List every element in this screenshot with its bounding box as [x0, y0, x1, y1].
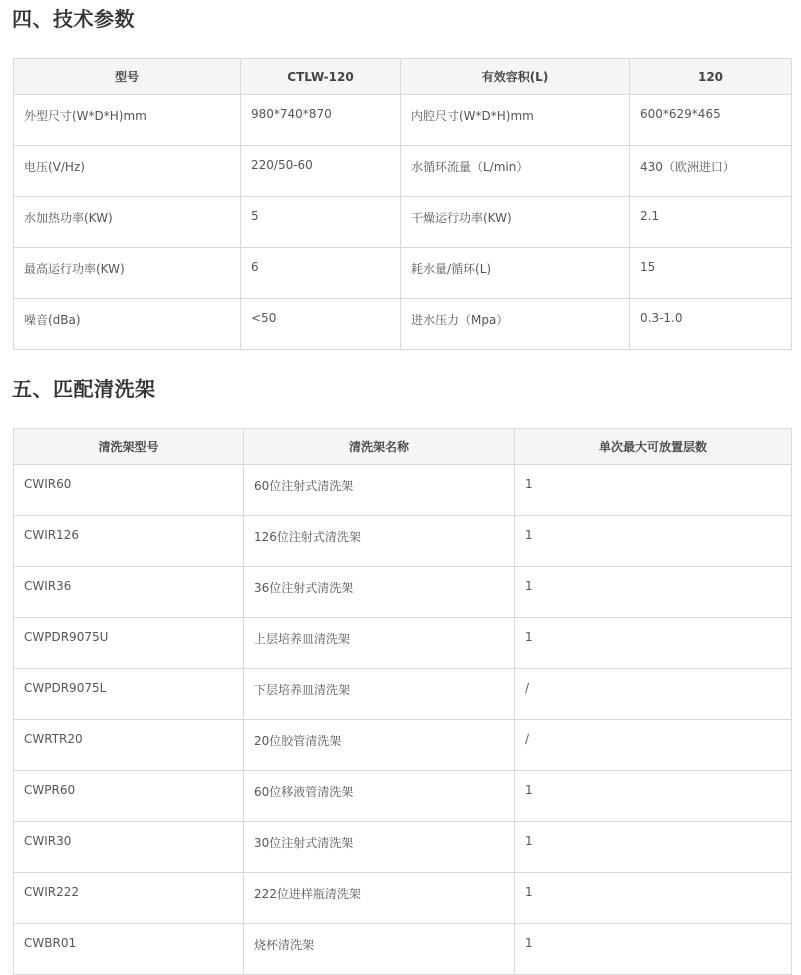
- spec-table-row: [14, 95, 792, 146]
- rack-table-row: [14, 924, 792, 975]
- table-cell: 水加热功率(KW): [14, 197, 241, 248]
- rack-table-row: [14, 618, 792, 669]
- table-cell: /: [515, 720, 792, 771]
- rack-header-cell: 清洗架型号: [14, 429, 244, 465]
- rack-header-cell: 清洗架名称: [244, 429, 515, 465]
- table-cell: CWPDR9075L: [14, 669, 244, 720]
- table-cell: 干燥运行功率(KW): [401, 197, 630, 248]
- table-cell: 1: [515, 822, 792, 873]
- table-cell: 1: [515, 567, 792, 618]
- table-cell: CWBR01: [14, 924, 244, 975]
- spec-table-row: [14, 197, 792, 248]
- rack-table-row: [14, 720, 792, 771]
- table-cell: 30位注射式清洗架: [244, 822, 515, 873]
- table-cell: 126位注射式清洗架: [244, 516, 515, 567]
- table-cell: 内腔尺寸(W*D*H)mm: [401, 95, 630, 146]
- table-cell: CWIR30: [14, 822, 244, 873]
- spec-header-cell: 120: [630, 59, 792, 95]
- spec-header-cell: CTLW-120: [241, 59, 401, 95]
- table-cell: 430（欧洲进口）: [630, 146, 792, 197]
- spec-table-row: [14, 299, 792, 350]
- rack-table-row: [14, 873, 792, 924]
- section-title-racks: 五、匹配清洗架: [12, 377, 156, 401]
- table-cell: CWIR126: [14, 516, 244, 567]
- table-cell: 1: [515, 618, 792, 669]
- table-cell: 电压(V/Hz): [14, 146, 241, 197]
- table-cell: 6: [241, 248, 401, 299]
- table-cell: 60位移液管清洗架: [244, 771, 515, 822]
- table-cell: 5: [241, 197, 401, 248]
- table-cell: CWIR60: [14, 465, 244, 516]
- table-cell: 外型尺寸(W*D*H)mm: [14, 95, 241, 146]
- table-cell: 600*629*465: [630, 95, 792, 146]
- table-cell: <50: [241, 299, 401, 350]
- table-cell: /: [515, 669, 792, 720]
- table-cell: 0.3-1.0: [630, 299, 792, 350]
- rack-table-row: [14, 771, 792, 822]
- table-cell: 烧杯清洗架: [244, 924, 515, 975]
- table-cell: 60位注射式清洗架: [244, 465, 515, 516]
- table-cell: CWPDR9075U: [14, 618, 244, 669]
- table-cell: 1: [515, 873, 792, 924]
- rack-table-header-row: [14, 429, 792, 465]
- spec-table-row: [14, 248, 792, 299]
- table-cell: 20位胶管清洗架: [244, 720, 515, 771]
- rack-table-row: [14, 669, 792, 720]
- table-cell: 1: [515, 465, 792, 516]
- table-cell: 1: [515, 516, 792, 567]
- table-cell: CWPR60: [14, 771, 244, 822]
- rack-table-row: [14, 567, 792, 618]
- table-cell: 980*740*870: [241, 95, 401, 146]
- spec-header-cell: 型号: [14, 59, 241, 95]
- table-cell: 15: [630, 248, 792, 299]
- table-cell: 最高运行功率(KW): [14, 248, 241, 299]
- table-cell: CWIR36: [14, 567, 244, 618]
- table-cell: 上层培养皿清洗架: [244, 618, 515, 669]
- table-cell: 1: [515, 924, 792, 975]
- rack-table-row: [14, 822, 792, 873]
- spec-table-header-row: [14, 59, 792, 95]
- table-cell: 2.1: [630, 197, 792, 248]
- section-title-specs: 四、技术参数: [12, 7, 135, 31]
- table-cell: CWRTR20: [14, 720, 244, 771]
- rack-header-cell: 单次最大可放置层数: [515, 429, 792, 465]
- table-cell: 耗水量/循环(L): [401, 248, 630, 299]
- table-cell: 进水压力（Mpa）: [401, 299, 630, 350]
- table-cell: 噪音(dBa): [14, 299, 241, 350]
- table-cell: 222位进样瓶清洗架: [244, 873, 515, 924]
- spec-table-row: [14, 146, 792, 197]
- rack-table-row: [14, 465, 792, 516]
- spec-header-cell: 有效容积(L): [401, 59, 630, 95]
- table-cell: CWIR222: [14, 873, 244, 924]
- rack-table: [13, 428, 792, 975]
- table-cell: 220/50-60: [241, 146, 401, 197]
- table-cell: 1: [515, 771, 792, 822]
- table-cell: 36位注射式清洗架: [244, 567, 515, 618]
- rack-table-row: [14, 516, 792, 567]
- table-cell: 水循环流量（L/min）: [401, 146, 630, 197]
- table-cell: 下层培养皿清洗架: [244, 669, 515, 720]
- spec-table: [13, 58, 792, 350]
